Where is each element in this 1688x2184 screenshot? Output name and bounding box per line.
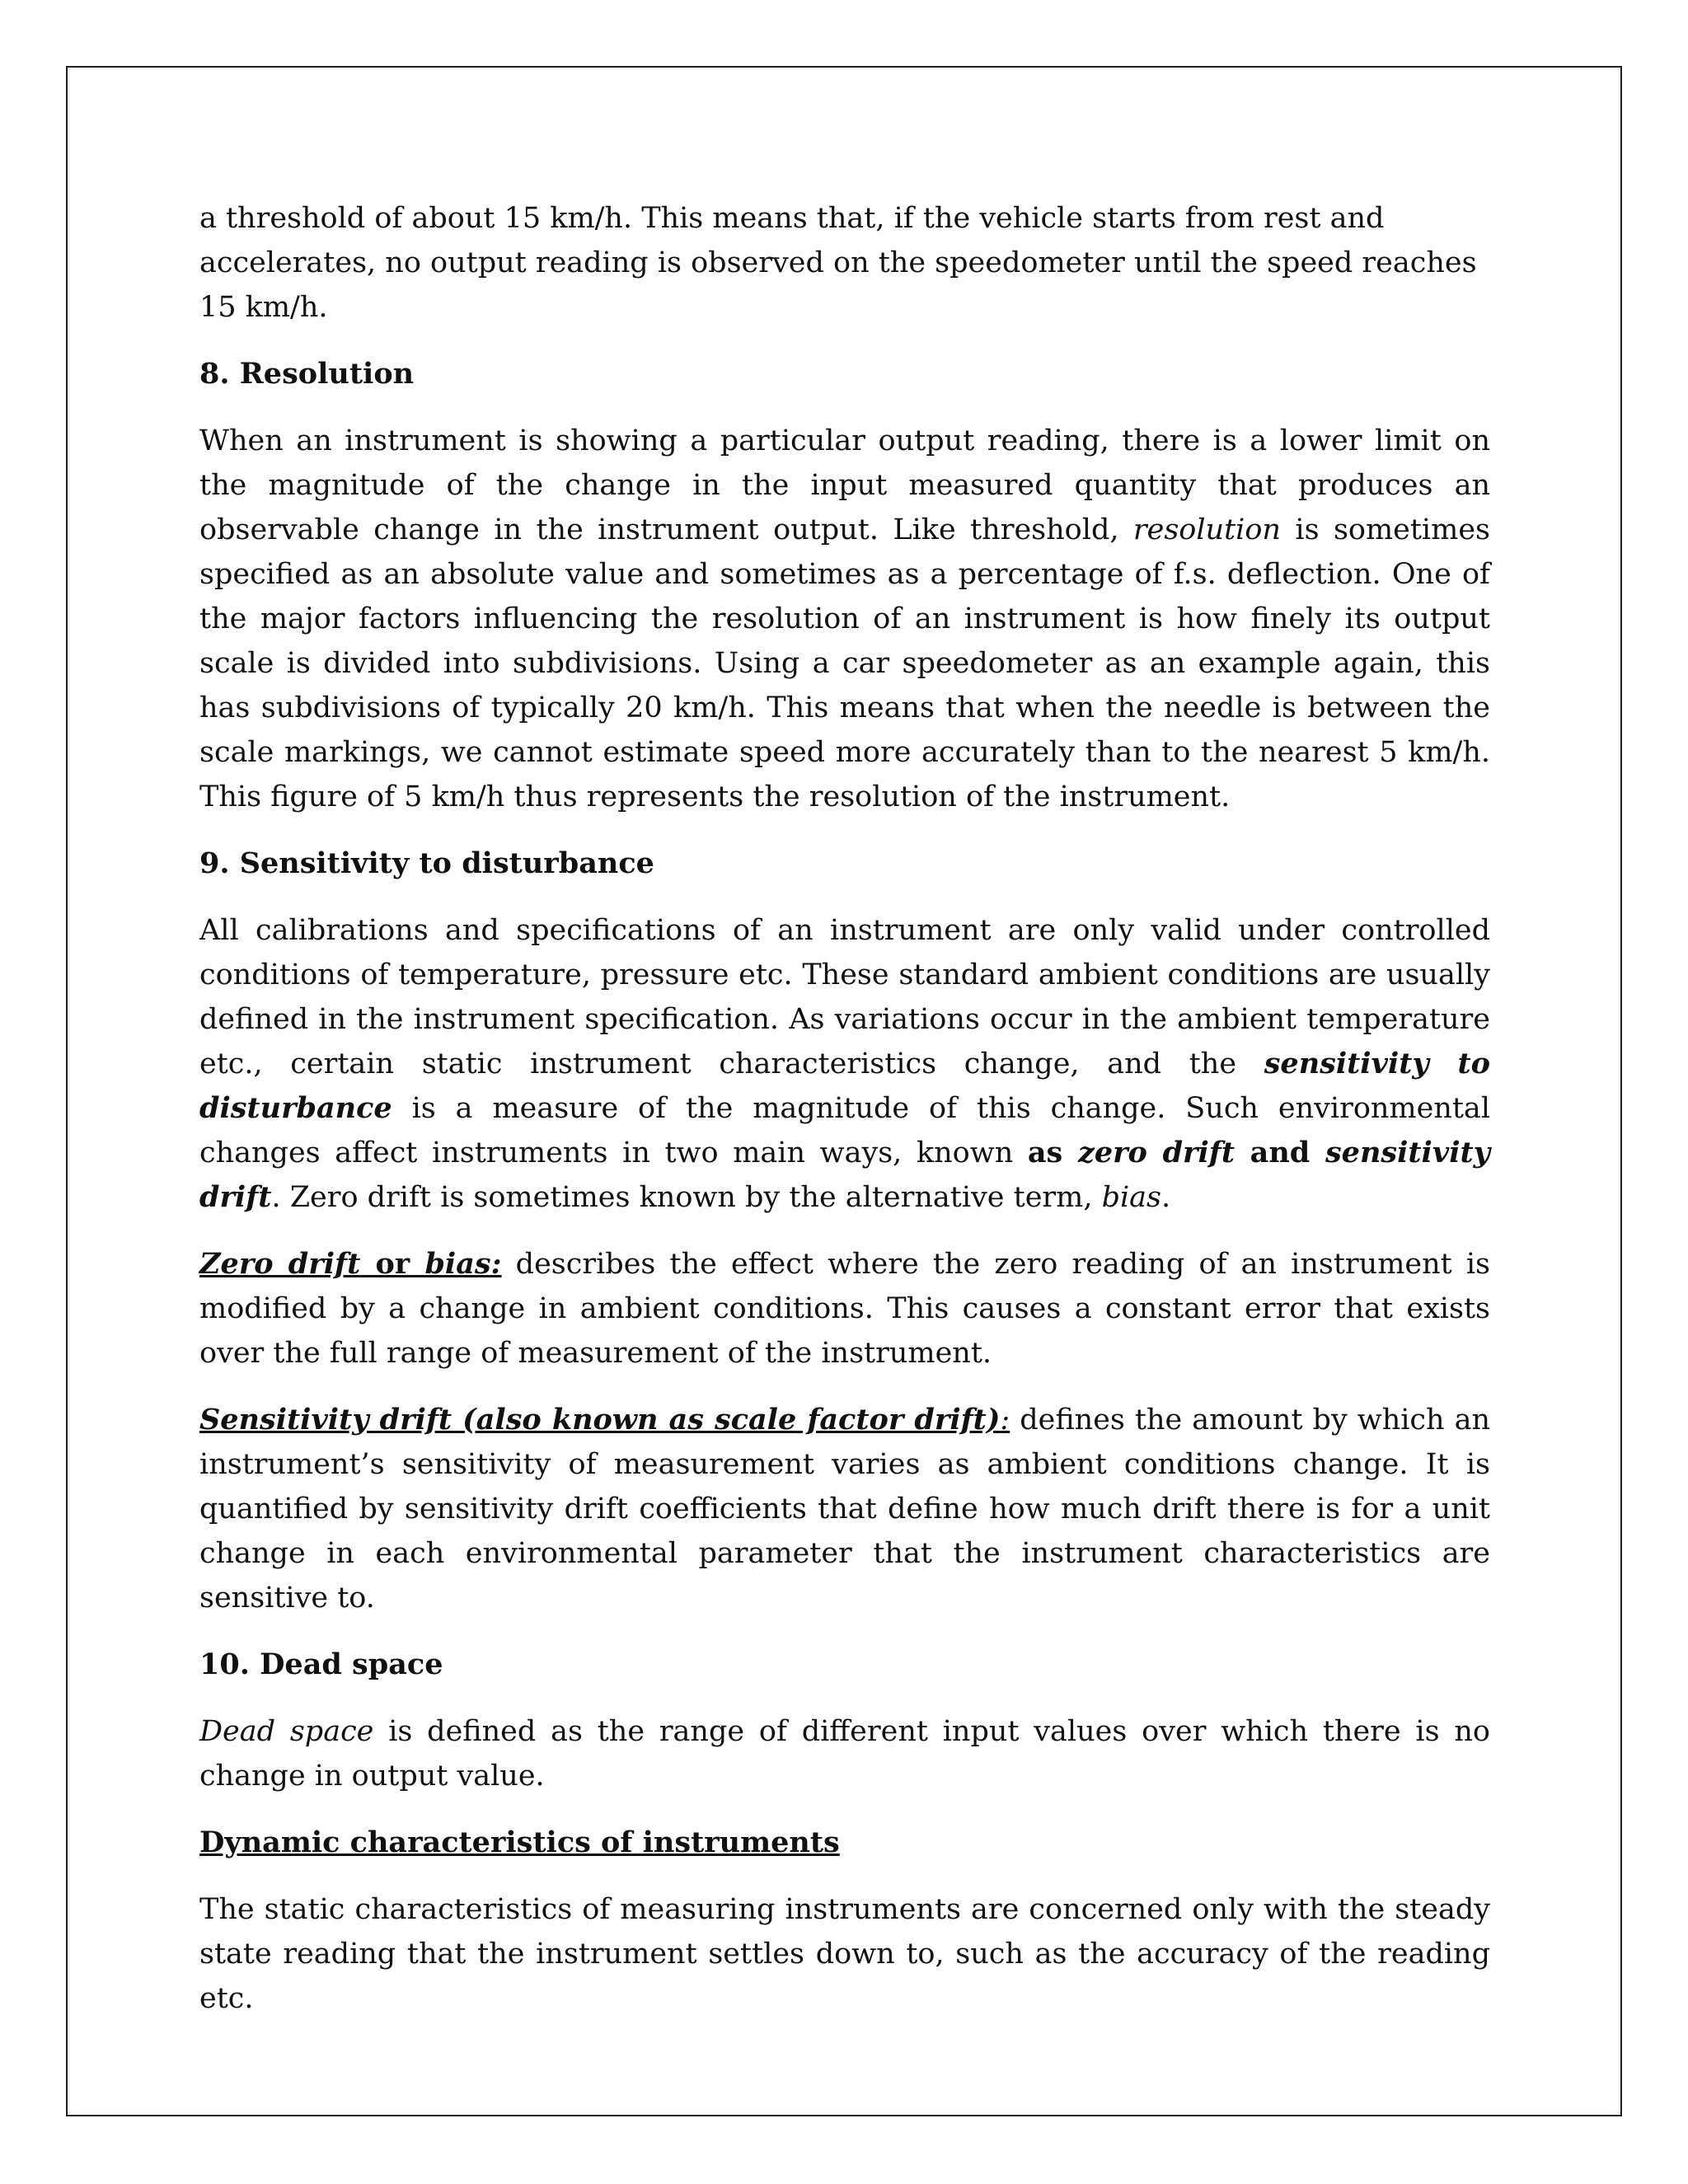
sensitivity-heading: 9. Sensitivity to disturbance (199, 846, 654, 880)
sensitivity-text-a: All calibrations and specifications of an instrument are only valid under controlled conditions of temperature, pressure etc. These standard ambient conditions are usually defined in the instrument specification. As variations occur in the ambient temperature etc., certain static instrument characteristics change, and the (199, 914, 1490, 1080)
dead-space-heading: 10. Dead space (199, 1647, 443, 1681)
sensitivity-text-c: . Zero drift is sometimes known by the alternative term, (271, 1181, 1102, 1214)
sensitivity-drift-label: Sensitivity drift (also known as scale factor drift) (199, 1403, 1001, 1436)
sensitivity-paragraph (199, 908, 1490, 1220)
dead-space-paragraph (199, 1709, 1490, 1798)
threshold-paragraph: a threshold of about 15 km/h. This means that, if the vehicle starts from rest and accelerates, no output reading is observed on the speedometer until the speed reaches 15 km/h. (199, 202, 1477, 324)
sensitivity-text-b: is a measure of the magnitude of this change. Such environmental changes affect instruments in two main ways, known (199, 1092, 1490, 1169)
zero-drift-label: Zero drift (199, 1247, 361, 1281)
dynamic-paragraph: The static characteristics of measuring instruments are concerned only with the steady state reading that the instrument settles down to, such as the accuracy of the reading etc. (199, 1893, 1490, 2015)
sensitivity-term: sensitivity to disturbance (199, 1047, 1490, 1125)
sensitivity-drift-text: defines the amount by which an instrument’s sensitivity of measurement varies as ambient conditions change. It is quantified by sensitivity drift coefficients that define how much drift there is for a unit change in each environmental parameter that the instrument characteristics are sensitive to. (199, 1404, 1491, 1615)
sensitivity-end: . (1161, 1181, 1171, 1214)
resolution-term: resolution (1132, 513, 1281, 546)
zero-drift-term: zero drift (1077, 1136, 1235, 1169)
sensitivity-as: as (1027, 1136, 1078, 1169)
bias-label: bias: (424, 1247, 502, 1281)
dead-space-term: Dead space (199, 1715, 374, 1748)
sensitivity-and: and (1235, 1136, 1325, 1169)
zero-drift-label-or: or (360, 1247, 425, 1281)
sensitivity-drift-term: sensitivity drift (199, 1136, 1490, 1214)
zero-drift-paragraph (199, 1242, 1490, 1376)
sensitivity-drift-paragraph (199, 1398, 1490, 1620)
dead-space-text: is defined as the range of different input values over which there is no change in output value. (199, 1715, 1490, 1793)
document-body (199, 196, 1490, 2043)
resolution-paragraph (199, 419, 1490, 819)
resolution-text-a: When an instrument is showing a particular output reading, there is a lower limit on the magnitude of the change in the input measured quantity that produces an observable change in the instrument output. Like threshold, (199, 424, 1490, 546)
bias-term: bias (1101, 1181, 1162, 1214)
resolution-text-b: is sometimes specified as an absolute value and sometimes as a percentage of f.s. deflection. One of the major factors influencing the resolution of an instrument is how finely its output scale is divided into subdivisions. Using a car speedometer as an example again, this has subdivisions of typically 20 km/h. This means that when the needle is between the scale markings, we cannot estimate speed more accurately than to the nearest 5 km/h. This figure of 5 km/h thus represents the resolution of the instrument. (199, 513, 1490, 813)
resolution-heading: 8. Resolution (199, 357, 415, 391)
sensitivity-drift-colon: : (1000, 1404, 1010, 1436)
zero-drift-text: describes the effect where the zero reading of an instrument is modified by a change in ambient conditions. This causes a constant error that exists over the full range of measurement of the instrument. (199, 1248, 1491, 1370)
dynamic-heading: Dynamic characteristics of instruments (199, 1825, 840, 1859)
